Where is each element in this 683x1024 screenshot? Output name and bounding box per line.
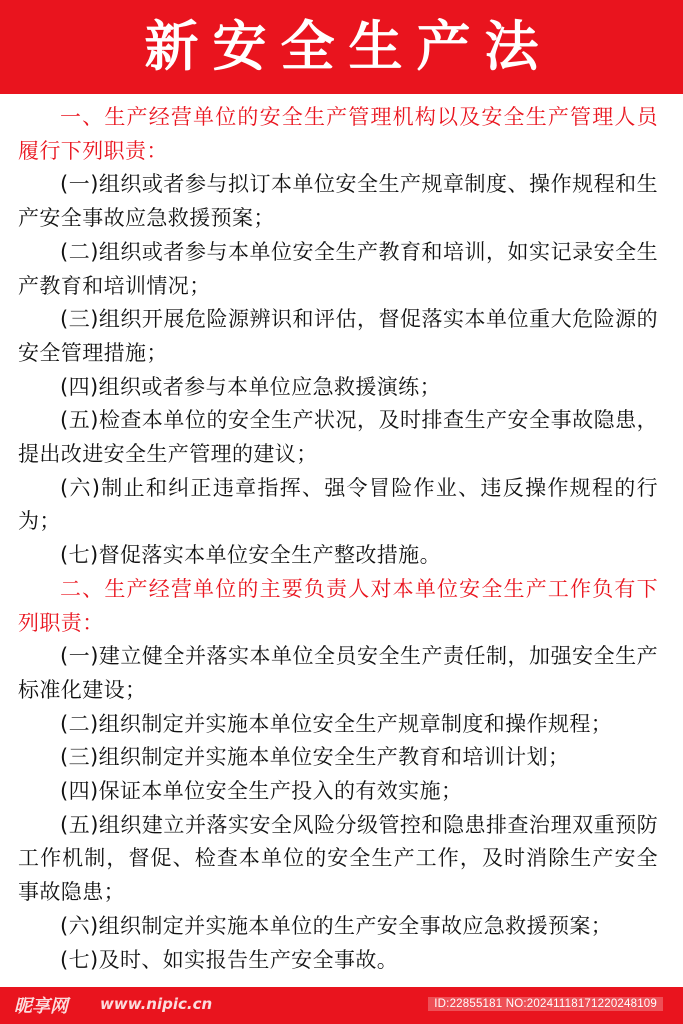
watermark-logo: 昵享网 — [14, 996, 68, 1017]
title-banner — [0, 0, 683, 94]
duty-item: (四)组织或者参与本单位应急救援演练； — [60, 374, 441, 399]
duty-item: (五)组织建立并落实安全风险分级管控和隐患排查治理双重预防工作机制，督促、检查本单位的安全生产工作，及时消除生产安全事故隐患； — [18, 812, 658, 905]
page-title: 新安全生产法 — [144, 15, 553, 78]
watermark-url: www.nipic.cn — [100, 995, 213, 1013]
duty-item: (二)组织或者参与本单位安全生产教育和培训，如实记录安全生产教育和培训情况； — [18, 239, 658, 298]
duty-item: (一)建立健全并落实本单位全员安全生产责任制，加强安全生产标准化建设； — [18, 644, 658, 702]
duty-item: (一)组织或者参与拟订本单位安全生产规章制度、操作规程和生产安全事故应急救援预案； — [18, 172, 658, 231]
duty-item: (三)组织开展危险源辨识和评估，督促落实本单位重大危险源的安全管理措施； — [18, 307, 658, 365]
law-text-body — [18, 101, 658, 977]
watermark-id: ID:22855181 NO:20241118171220248109 — [428, 997, 663, 1011]
duty-item: (二)组织制定并实施本单位安全生产规章制度和操作规程； — [60, 711, 613, 736]
duty-item: (六)制止和纠正违章指挥、强令冒险作业、违反操作规程的行为； — [18, 475, 658, 534]
duty-item: (六)组织制定并实施本单位的生产安全事故应急救援预案； — [60, 913, 613, 938]
duty-item: (四)保证本单位安全生产投入的有效实施； — [60, 779, 463, 804]
duty-item: (七)及时、如实报告生产安全事故。 — [60, 947, 399, 972]
duty-item: (五)检查本单位的安全生产状况，及时排查生产安全事故隐患，提出改进安全生产管理的建议； — [18, 408, 658, 467]
duty-item: (七)督促落实本单位安全生产整改措施。 — [60, 543, 441, 568]
duty-item: (三)组织制定并实施本单位安全生产教育和培训计划； — [60, 745, 570, 770]
section-heading: 二、生产经营单位的主要负责人对本单位安全生产工作负有下列职责： — [18, 576, 658, 635]
section-heading: 一、生产经营单位的安全生产管理机构以及安全生产管理人员履行下列职责： — [18, 105, 658, 163]
